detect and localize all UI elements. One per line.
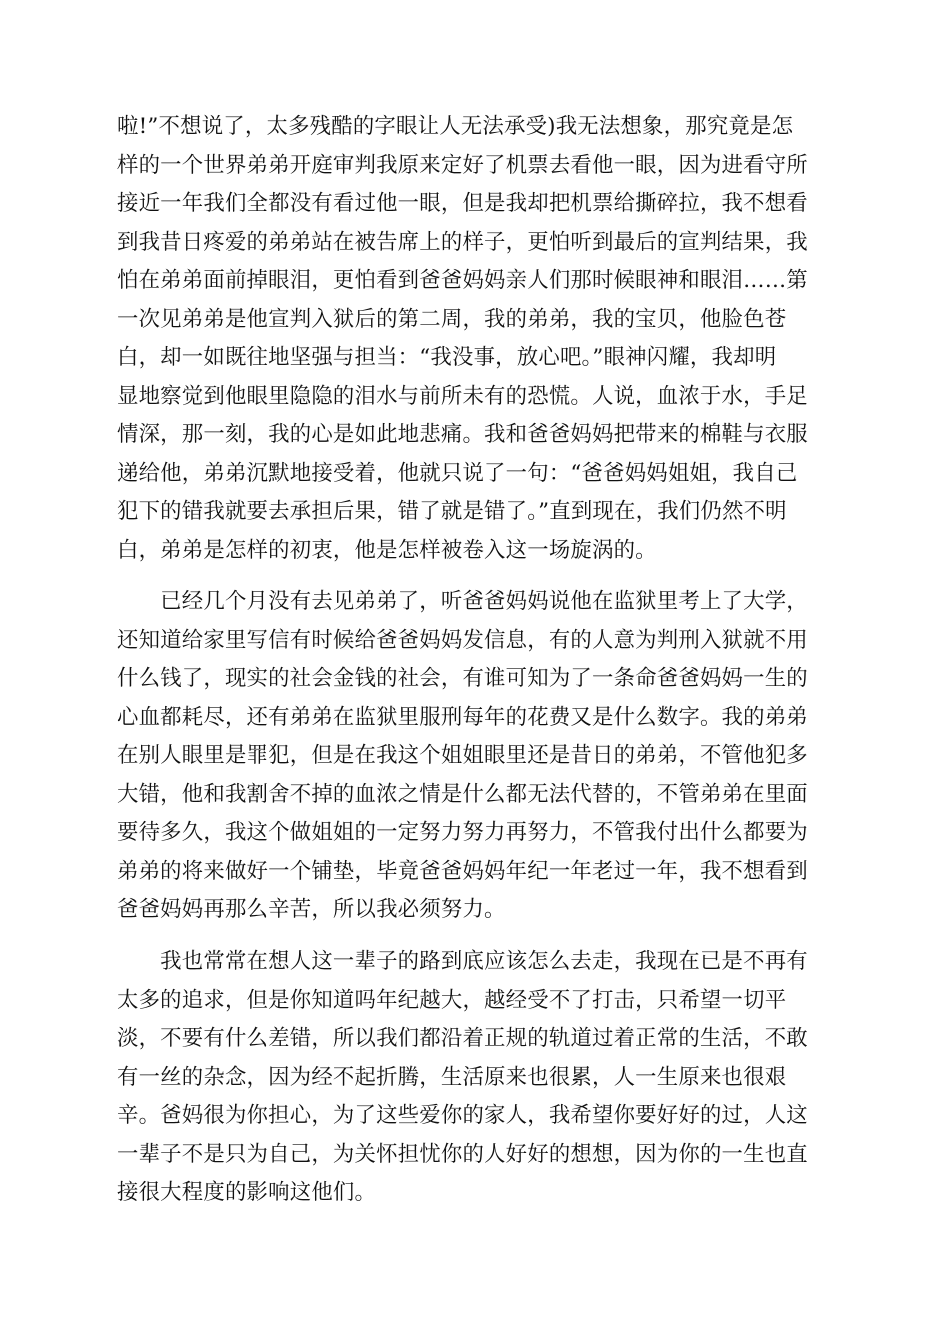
text-line: 白，却一如既往地坚强与担当：“我没事，放心吧。”眼神闪耀，我却明 xyxy=(117,345,777,370)
text-line: 辛。爸妈很为你担心，为了这些爱你的家人，我希望你要好好的过，人这 xyxy=(117,1103,808,1128)
text-line: 心血都耗尽，还有弟弟在监狱里服刑每年的花费又是什么数字。我的弟弟 xyxy=(117,704,808,730)
text-line: 怕在弟弟面前掉眼泪，更怕看到爸爸妈妈亲人们那时候眼神和眼泪……第 xyxy=(117,268,808,293)
text-line: 什么钱了，现实的社会金钱的社会，有谁可知为了一条命爸爸妈妈一生的 xyxy=(117,666,808,691)
text-line: 啦!”不想说了，太多残酷的字眼让人无法承受)我无法想象，那究竟是怎 xyxy=(117,114,794,139)
text-line: 样的一个世界弟弟开庭审判我原来定好了机票去看他一眼，因为进看守所 xyxy=(117,152,808,178)
text-line: 弟弟的将来做好一个铺垫，毕竟爸爸妈妈年纪一年老过一年，我不想看到 xyxy=(117,858,808,884)
text-line: 一次见弟弟是他宣判入狱后的第二周，我的弟弟，我的宝贝，他脸色苍 xyxy=(117,306,787,332)
text-line: 已经几个月没有去见弟弟了，听爸爸妈妈说他在监狱里考上了大学， xyxy=(117,589,808,614)
text-line: 犯下的错我就要去承担后果，错了就是错了。”直到现在，我们仍然不明 xyxy=(117,499,787,524)
text-line: 淡，不要有什么差错，所以我们都沿着正规的轨道过着正常的生活，不敢 xyxy=(117,1026,808,1051)
text-line: 还知道给家里写信有时候给爸爸妈妈发信息，有的人意为判刑入狱就不用 xyxy=(117,627,808,653)
text-line: 显地察觉到他眼里隐隐的泪水与前所未有的恐慌。人说，血浓于水，手足 xyxy=(117,383,808,409)
text-line: 要待多久，我这个做姐姐的一定努力努力再努力，不管我付出什么都要为 xyxy=(117,820,808,845)
text-line: 一辈子不是只为自己，为关怀担忧你的人好好的想想，因为你的一生也直 xyxy=(117,1141,808,1167)
text-line: 有一丝的杂念，因为经不起折腾，生活原来也很累，人一生原来也很艰 xyxy=(117,1064,787,1090)
text-line: 接近一年我们全都没有看过他一眼，但是我却把机票给撕碎拉，我不想看 xyxy=(117,191,808,216)
text-line: 接很大程度的影响这他们。 xyxy=(117,1180,377,1205)
paragraph-2 xyxy=(117,583,833,930)
text-line: 到我昔日疼爱的弟弟站在被告席上的样子，更怕听到最后的宣判结果，我 xyxy=(117,229,808,255)
paragraph-1 xyxy=(117,108,833,570)
paragraph-3 xyxy=(117,943,833,1213)
text-line: 爸爸妈妈再那么辛苦，所以我必须努力。 xyxy=(117,897,506,922)
text-line: 在别人眼里是罪犯，但是在我这个姐姐眼里还是昔日的弟弟，不管他犯多 xyxy=(117,743,808,768)
text-line: 大错，他和我割舍不掉的血浓之情是什么都无法代替的，不管弟弟在里面 xyxy=(117,781,808,807)
text-line: 我也常常在想人这一辈子的路到底应该怎么去走，我现在已是不再有 xyxy=(117,949,808,974)
text-line: 情深，那一刻，我的心是如此地悲痛。我和爸爸妈妈把带来的棉鞋与衣服 xyxy=(117,422,808,447)
text-line: 太多的追求，但是你知道吗年纪越大，越经受不了打击，只希望一切平 xyxy=(117,987,787,1013)
text-line: 白，弟弟是怎样的初衷，他是怎样被卷入这一场旋涡的。 xyxy=(117,537,657,563)
text-line: 递给他，弟弟沉默地接受着，他就只说了一句：“爸爸妈妈姐姐，我自己 xyxy=(117,460,798,486)
